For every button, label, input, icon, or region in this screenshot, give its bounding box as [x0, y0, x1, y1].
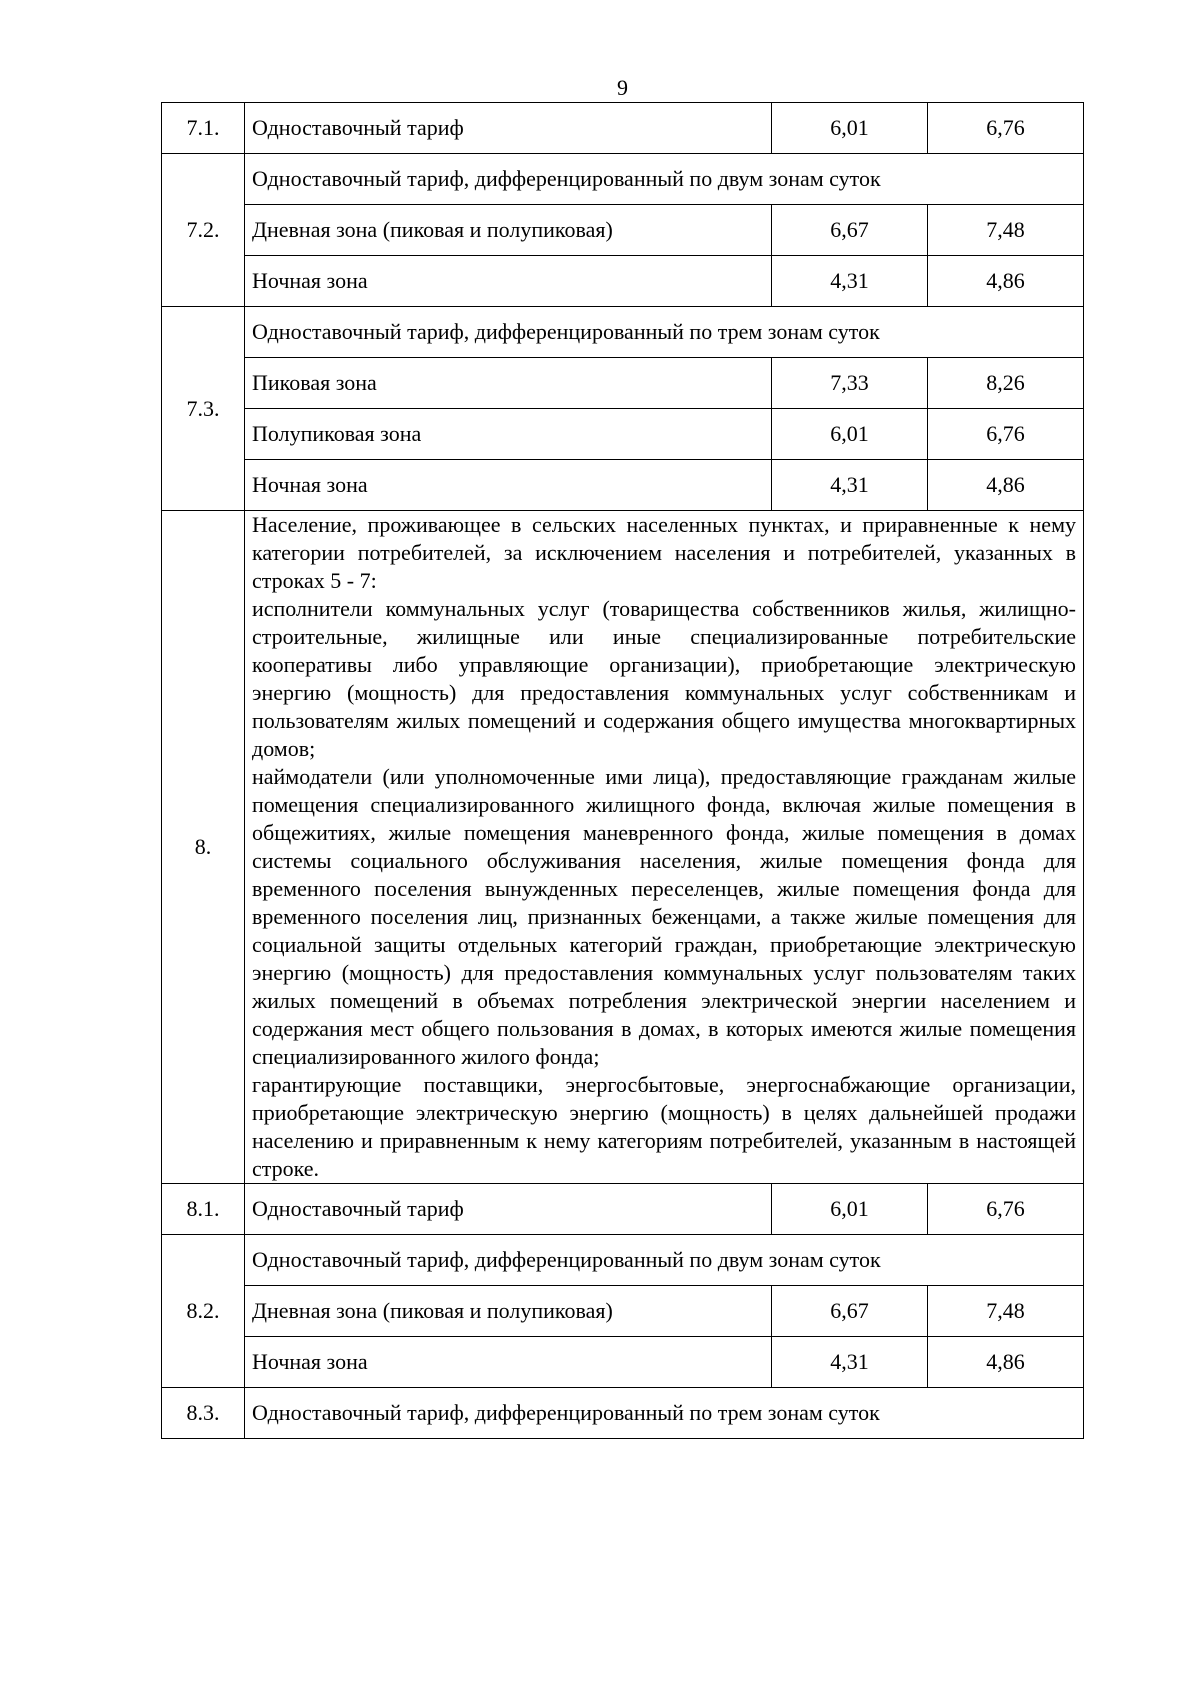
row-label: Одноставочный тариф — [245, 1184, 772, 1235]
row-value-2: 6,76 — [928, 409, 1084, 460]
row-value-2: 6,76 — [928, 103, 1084, 154]
table-row — [162, 307, 1084, 358]
row-value-2: 6,76 — [928, 1184, 1084, 1235]
row-label: Ночная зона — [245, 1337, 772, 1388]
row-label: Ночная зона — [245, 256, 772, 307]
row-value-1: 6,01 — [772, 1184, 928, 1235]
table-row — [162, 1286, 1084, 1337]
row-number: 8.2. — [162, 1235, 245, 1388]
row-value-2: 4,86 — [928, 1337, 1084, 1388]
row-group-header: Одноставочный тариф, дифференцированный по трем зонам суток — [245, 1388, 1084, 1439]
row-value-2: 7,48 — [928, 205, 1084, 256]
row-label: Дневная зона (пиковая и полупиковая) — [245, 205, 772, 256]
row-value-1: 7,33 — [772, 358, 928, 409]
row-value-1: 6,67 — [772, 1286, 928, 1337]
row-group-header: Одноставочный тариф, дифференцированный по двум зонам суток — [245, 154, 1084, 205]
row-value-1: 6,67 — [772, 205, 928, 256]
table-row — [162, 358, 1084, 409]
description-paragraph: исполнители коммунальных услуг (товарищества собственников жилья, жилищно-строительные, жилищные или иные специализированные потребительские кооперативы либо управляющие организации), приобретающие электрическую энергию (мощность) для предоставления коммунальных услуг собственникам и пользователям жилых помещений и содержания общего имущества многоквартирных домов; — [252, 596, 1076, 761]
row-label: Дневная зона (пиковая и полупиковая) — [245, 1286, 772, 1337]
row-number: 8.1. — [162, 1184, 245, 1235]
table-row — [162, 103, 1084, 154]
table-row — [162, 1337, 1084, 1388]
row-value-1: 6,01 — [772, 103, 928, 154]
row-value-1: 4,31 — [772, 1337, 928, 1388]
row-group-header: Одноставочный тариф, дифференцированный по трем зонам суток — [245, 307, 1084, 358]
row-group-header: Одноставочный тариф, дифференцированный по двум зонам суток — [245, 1235, 1084, 1286]
row-value-2: 4,86 — [928, 256, 1084, 307]
table-row — [162, 256, 1084, 307]
description-paragraph: наймодатели (или уполномоченные ими лица), предоставляющие гражданам жилые помещения специализированного жилищного фонда, включая жилые помещения в общежитиях, жилые помещения маневренного фонда, жилые помещения в домах системы социального обслуживания населения, жилые помещения фонда для временного поселения вынужденных переселенцев, жилые помещения фонда для временного поселения лиц, признанных беженцами, а также жилые помещения для социальной защиты отдельных категорий граждан, приобретающие электрическую энергию (мощность) для предоставления коммунальных услуг пользователям таких жилых помещений в объемах потребления электрической энергии населением и содержания мест общего пользования в домах, в которых имеются жилые помещения специализированного жилого фонда; — [252, 764, 1076, 1069]
row-number: 7.1. — [162, 103, 245, 154]
row-number: 8.3. — [162, 1388, 245, 1439]
row-number: 8. — [162, 511, 245, 1184]
table-row — [162, 1388, 1084, 1439]
table-row — [162, 1235, 1084, 1286]
row-value-2: 4,86 — [928, 460, 1084, 511]
table-row — [162, 460, 1084, 511]
row-value-1: 6,01 — [772, 409, 928, 460]
tariff-table — [161, 102, 1084, 1439]
row-value-2: 8,26 — [928, 358, 1084, 409]
row-value-2: 7,48 — [928, 1286, 1084, 1337]
table-row — [162, 1184, 1084, 1235]
row-number: 7.2. — [162, 154, 245, 307]
row-description — [245, 511, 1084, 1184]
row-label: Пиковая зона — [245, 358, 772, 409]
row-number: 7.3. — [162, 307, 245, 511]
row-label: Ночная зона — [245, 460, 772, 511]
table-row — [162, 511, 1084, 1184]
table-row — [162, 154, 1084, 205]
description-paragraph: Население, проживающее в сельских населенных пунктах, и приравненные к нему категории потребителей, за исключением населения и потребителей, указанных в строках 5 - 7: — [252, 512, 1076, 593]
row-value-1: 4,31 — [772, 460, 928, 511]
row-label: Одноставочный тариф — [245, 103, 772, 154]
row-value-1: 4,31 — [772, 256, 928, 307]
page-number: 9 — [617, 75, 628, 100]
description-paragraph: гарантирующие поставщики, энергосбытовые, энергоснабжающие организации, приобретающие электрическую энергию (мощность) в целях дальнейшей продажи населению и приравненным к нему категориям потребителей, указанным в настоящей строке. — [252, 1072, 1076, 1181]
table-row — [162, 205, 1084, 256]
table-row — [162, 409, 1084, 460]
row-label: Полупиковая зона — [245, 409, 772, 460]
